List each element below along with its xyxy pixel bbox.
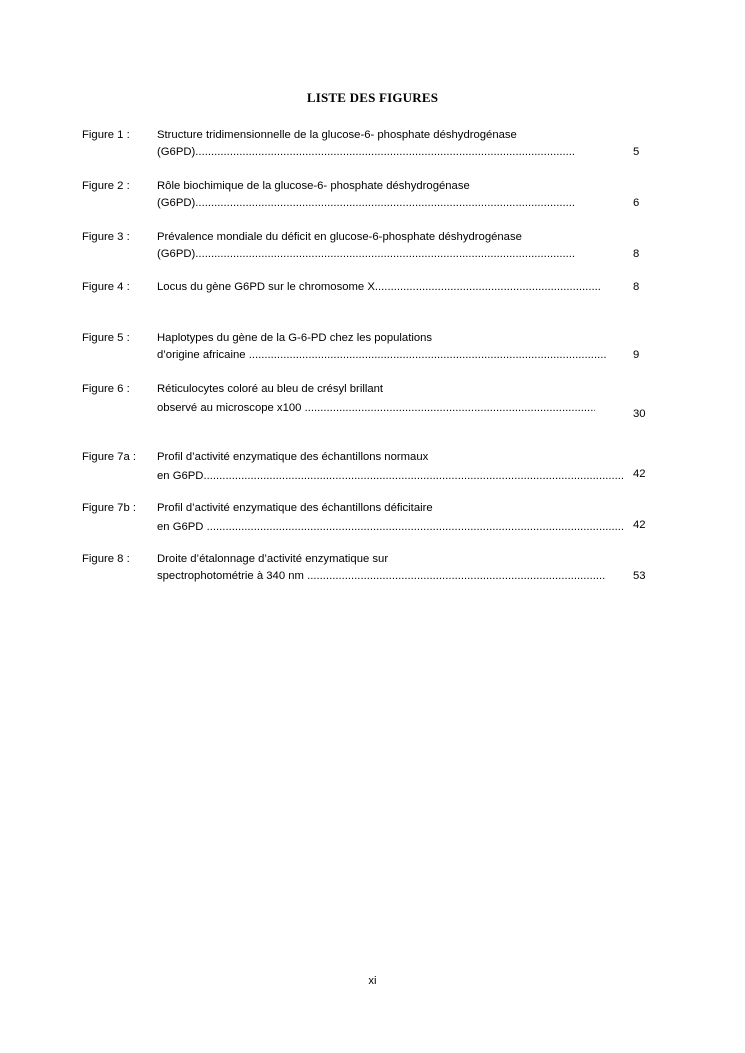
figure-title-continued: observé au microscope x100 ..... [157, 400, 595, 417]
figure-title: Rôle biochimique de la glucose-6- phosphate déshydrogénase [157, 180, 470, 192]
figure-label: Figure 1 : [82, 129, 130, 141]
figure-label: Figure 2 : [82, 180, 130, 192]
footer-page-number: xi [368, 975, 377, 987]
figure-title: Haplotypes du gène de la G-6-PD chez les populations [157, 332, 433, 344]
page-number: 42 [633, 519, 646, 531]
figure-title: Droite d’étalonnage d’activité enzymatique sur [157, 553, 389, 565]
figure-label: Figure 6 : [82, 383, 130, 395]
figure-title-continued: en G6PD..... [157, 468, 623, 485]
figure-label: Figure 8 : [82, 553, 130, 565]
figure-title-continued: (G6PD)..... [157, 195, 576, 212]
figure-title-continued: (G6PD)..... [157, 144, 576, 161]
page-number: 5 [633, 146, 640, 158]
figure-title: Réticulocytes coloré au bleu de crésyl brillant [157, 383, 384, 395]
page-number: 42 [633, 468, 646, 480]
figure-title-continued: d’origine africaine ..... [157, 347, 607, 364]
figure-title: Profil d’activité enzymatique des échantillons déficitaire [157, 502, 433, 514]
figure-label: Figure 5 : [82, 332, 130, 344]
figure-title: Profil d’activité enzymatique des échantillons normaux [157, 451, 429, 463]
figure-label: Figure 7b : [82, 502, 137, 514]
page-number: 53 [633, 570, 646, 582]
figure-label: Figure 4 : [82, 281, 130, 293]
page-number: 30 [633, 408, 646, 420]
figure-label: Figure 7a : [82, 451, 137, 463]
figure-title-continued: (G6PD)..... [157, 246, 576, 263]
page-number: 9 [633, 349, 640, 361]
figure-title: Locus du gène G6PD sur le chromosome X..... [157, 279, 601, 296]
page-title: LISTE DES FIGURES [306, 90, 439, 105]
page-number: 8 [633, 281, 640, 293]
figure-label: Figure 3 : [82, 231, 130, 243]
figure-title: Structure tridimensionnelle de la glucose-6- phosphate déshydrogénase [157, 129, 517, 141]
figure-title-continued: spectrophotométrie à 340 nm ..... [157, 568, 605, 585]
figure-title-continued: en G6PD ..... [157, 519, 623, 536]
page-number: 6 [633, 197, 640, 209]
figure-title: Prévalence mondiale du déficit en glucose-6-phosphate déshydrogénase [157, 231, 522, 243]
page-number: 8 [633, 248, 640, 260]
